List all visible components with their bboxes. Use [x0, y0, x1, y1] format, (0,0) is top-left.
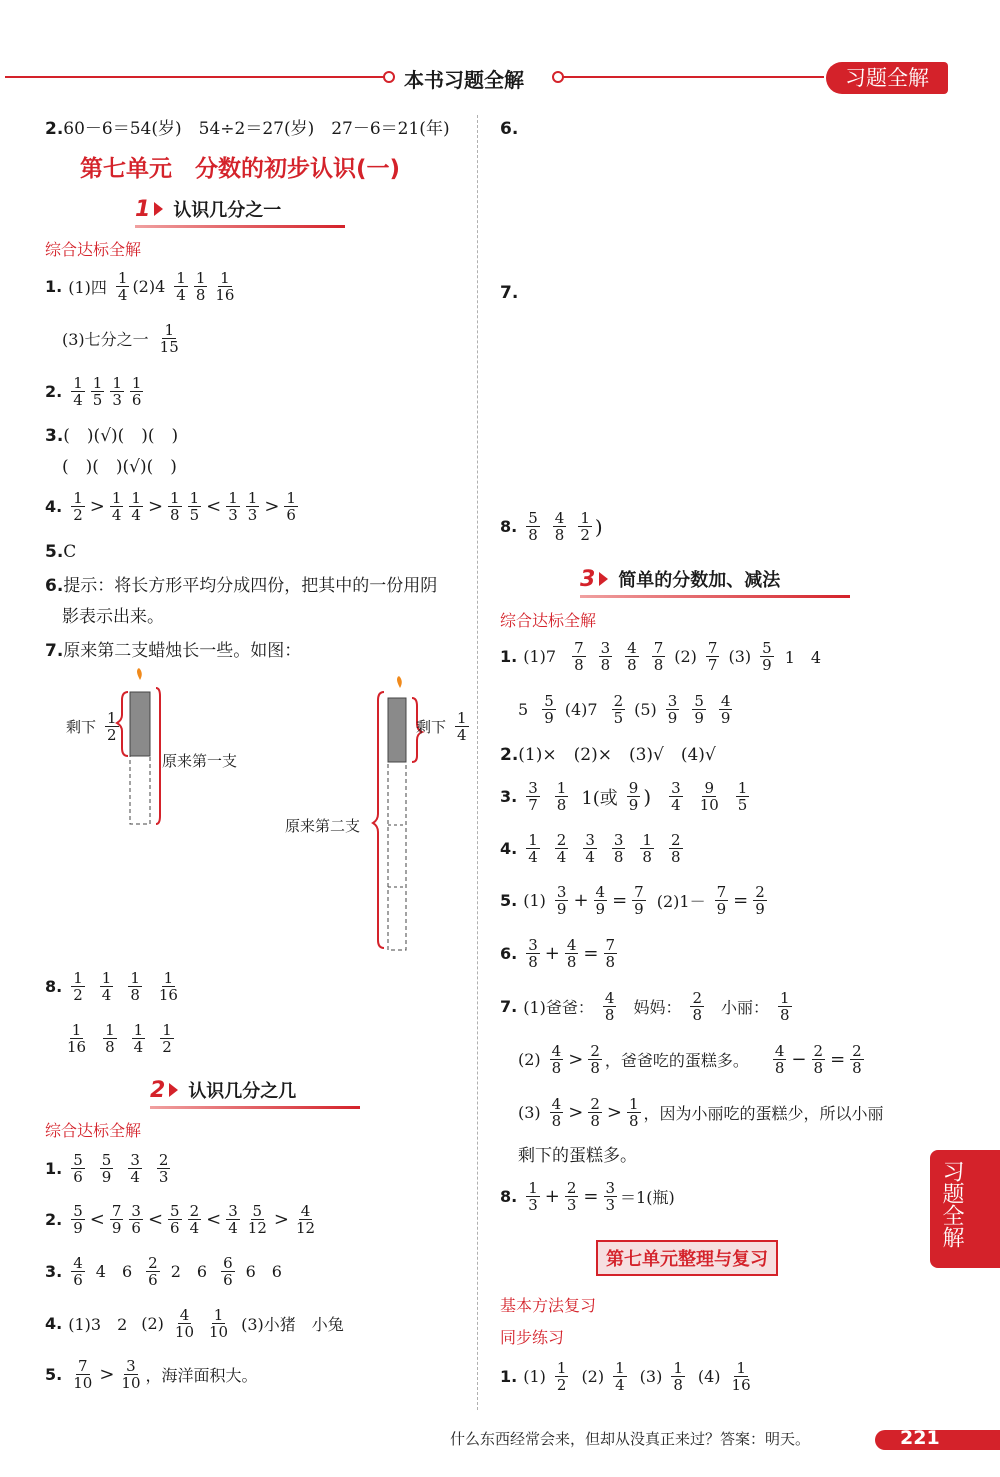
fraction: $\frac{5}{8}$: [528, 509, 538, 544]
column-divider: [477, 115, 478, 1410]
section-label: 综合达标全解: [500, 611, 597, 630]
fraction: $\frac{2}{4}$: [189, 1202, 200, 1237]
candle-1-caption: 原来第一支: [162, 752, 238, 770]
answer-2: 2.60－6＝54(岁) 54÷2＝27(岁) 27－6＝21(年): [45, 119, 450, 139]
fraction: $\frac{9}{9}$: [628, 779, 639, 814]
fraction: $\frac{4}{10}$: [174, 1306, 195, 1341]
fraction: $\frac{1}{8}$: [195, 269, 206, 304]
fraction: $\frac{1}{4}$: [101, 969, 112, 1004]
fraction: $\frac{3}{8}$: [528, 936, 538, 971]
header-tab: 习题全解: [826, 62, 948, 94]
r-l3-answer-6: 6. $\frac{3}{8}$ + $\frac{4}{8}$ = $\frac{7}{8}$: [500, 936, 616, 971]
answer-4: 4. $\frac{1}{2}$ > $\frac{1}{4}$ $\frac{1}{4}$ > $\frac{1}{8}$ $\frac{1}{5}$ < $\frac{1}{3}$ $\frac{1}{3}$ > $\frac{1}{6}$: [45, 489, 296, 524]
r-l3-answer-1-row-2: 5 $\frac{5}{9}$ (4)7 $\frac{2}{5}$ (5) $\frac{3}{9}$ $\frac{5}{9}$ $\frac{4}{9}$: [518, 692, 731, 727]
fraction: $\frac{1}{16}$: [215, 269, 235, 304]
lesson2-answer-3: 3. $\frac{4}{6}$ 4 6 $\frac{2}{6}$ 2 6 $\frac{6}{6}$ 6 6: [45, 1254, 282, 1289]
answer-7: 7.原来第二支蜡烛长一些。如图：: [45, 641, 302, 661]
fraction: $\frac{1}{10}$: [209, 1306, 229, 1341]
fraction: $\frac{3}{10}$: [121, 1357, 141, 1392]
r-l3-answer-3: 3. $\frac{3}{7}$ $\frac{1}{8}$ 1(或 $\frac{9}{9}$ ) $\frac{3}{4}$ $\frac{9}{10}$ $\frac{1}{5}$: [500, 779, 748, 814]
fraction: $\frac{1}{4}$: [133, 1021, 144, 1056]
fraction: $\frac{1}{5}$: [737, 779, 748, 814]
header-rule-2: [562, 76, 824, 78]
r-l3-answer-8: 8. $\frac{1}{3}$ + $\frac{2}{3}$ = $\frac{3}{3}$ ＝1(瓶): [500, 1179, 675, 1214]
candle-1-remaining: [130, 692, 150, 756]
candle-1-burned: [130, 756, 150, 824]
fraction: $\frac{1}{8}$: [170, 489, 180, 524]
fraction: $\frac{1}{8}$: [628, 1095, 639, 1130]
fraction: $\frac{1}{3}$: [247, 489, 258, 524]
fraction: $\frac{3}{9}$: [667, 692, 678, 727]
practice-label: 同步练习: [500, 1328, 565, 1347]
fraction: $\frac{1}{8}$: [130, 969, 140, 1004]
fraction: $\frac{1}{4}$: [615, 1359, 625, 1394]
fraction: $\frac{5}{9}$: [762, 639, 772, 674]
lesson2-answer-2: 2. $\frac{5}{9}$ < $\frac{7}{9}$ $\frac{3}{6}$ < $\frac{5}{6}$ $\frac{2}{4}$ < $\frac{3}{4}$ $\frac{5}{12}$ > $\frac{4}{12}$: [45, 1202, 316, 1237]
fraction: $\frac{2}{5}$: [613, 692, 624, 727]
lesson-title: 简单的分数加、减法: [618, 570, 781, 591]
fraction: $\frac{1}{16}$: [731, 1359, 751, 1394]
r-l3-answer-7-line: 剩下的蛋糕多。: [518, 1146, 637, 1166]
section-label: 综合达标全解: [45, 240, 142, 259]
fraction: $\frac{5}{9}$: [544, 692, 554, 727]
fraction: $\frac{1}{16}$: [67, 1021, 87, 1056]
fraction: $\frac{2}{8}$: [813, 1042, 824, 1077]
fraction: $\frac{1}{5}$: [189, 489, 200, 524]
candle-2-burned: [388, 762, 406, 950]
basic-review-label: 基本方法复习: [500, 1296, 597, 1315]
fraction: $\frac{7}{9}$: [634, 883, 644, 918]
candle-2-caption: 原来第二支: [285, 817, 361, 835]
answer-8-row-2: [62, 1022, 177, 1055]
fraction: $\frac{1}{8}$: [105, 1021, 115, 1056]
fraction: $\frac{1}{4}$: [131, 489, 141, 524]
lesson2-answer-5: 5. $\frac{7}{10}$ > $\frac{3}{10}$ ，海洋面积大。: [45, 1357, 258, 1392]
page-number: 221: [900, 1427, 940, 1449]
fraction: $\frac{7}{7}$: [707, 639, 718, 674]
fraction: $\frac{1}{2}$: [107, 709, 117, 744]
lesson-number: 3: [580, 566, 596, 592]
fraction: $\frac{4}{8}$: [774, 1042, 785, 1077]
fraction: $\frac{3}{4}$: [130, 1151, 140, 1186]
fraction: $\frac{5}{12}$: [247, 1202, 267, 1237]
review-title: 第七单元整理与复习: [596, 1240, 778, 1276]
fraction: $\frac{4}{12}$: [295, 1202, 316, 1237]
fraction: $\frac{5}{9}$: [694, 692, 704, 727]
fraction: $\frac{9}{10}$: [699, 779, 719, 814]
r-l3-answer-4: 4. $\frac{1}{4}$ $\frac{2}{4}$ $\frac{3}{4}$ $\frac{3}{8}$ $\frac{1}{8}$ $\frac{2}{8}$: [500, 831, 681, 866]
section-label: 综合达标全解: [45, 1121, 142, 1140]
answer-6-line-2: 影表示出来。: [62, 607, 164, 627]
answer-6: 6.提示：将长方形平均分成四份，把其中的一份用阴: [45, 576, 438, 596]
fraction: $\frac{7}{8}$: [605, 936, 616, 971]
fraction: $\frac{2}{3}$: [566, 1179, 577, 1214]
fraction: $\frac{1}{6}$: [131, 374, 142, 409]
fraction: $\frac{1}{16}$: [158, 969, 178, 1004]
fraction: $\frac{5}{9}$: [73, 1202, 83, 1237]
arrow-icon: [154, 202, 163, 216]
fraction: $\frac{1}{2}$: [580, 509, 590, 544]
flame-icon: [397, 676, 402, 688]
fraction: $\frac{4}{8}$: [551, 1042, 562, 1077]
answer-1: 1. (1)四 $\frac{1}{4}$ (2)4 $\frac{1}{4}$ $\frac{1}{8}$ $\frac{1}{16}$: [45, 269, 235, 304]
fraction: $\frac{7}{9}$: [111, 1202, 122, 1237]
fraction: $\frac{1}{15}$: [159, 321, 179, 356]
flame-icon: [137, 668, 142, 680]
lesson2-answer-4: 4. (1)3 2 (2) $\frac{4}{10}$ $\frac{1}{10}$ (3)小猪 小兔: [45, 1306, 344, 1341]
fraction: $\frac{1}{8}$: [780, 989, 790, 1024]
brace-1-right: [156, 688, 160, 824]
fraction: $\frac{4}{9}$: [720, 692, 731, 727]
fraction: $\frac{3}{7}$: [528, 779, 538, 814]
fraction: $\frac{7}{9}$: [716, 883, 727, 918]
brace-2-left: [373, 692, 384, 948]
fraction: $\frac{1}{4}$: [528, 831, 538, 866]
lesson-number: 1: [135, 196, 151, 222]
lesson-underline: [580, 595, 850, 598]
fraction: $\frac{3}{6}$: [131, 1202, 141, 1237]
fraction: $\frac{1}{3}$: [112, 374, 122, 409]
lesson2-answer-1: 1. $\frac{5}{6}$ $\frac{5}{9}$ $\frac{3}{4}$ $\frac{2}{3}$: [45, 1151, 169, 1186]
fraction: $\frac{7}{8}$: [574, 639, 584, 674]
r-answer-7: 7.: [500, 283, 519, 303]
fraction: $\frac{2}{8}$: [590, 1042, 600, 1077]
fraction: $\frac{3}{4}$: [671, 779, 681, 814]
fraction: $\frac{1}{2}$: [73, 969, 83, 1004]
fraction: $\frac{3}{4}$: [228, 1202, 238, 1237]
candle-1-label: 剩下 $\frac{1}{2}$: [66, 709, 117, 744]
lesson-2-heading: [150, 1077, 296, 1103]
fraction: $\frac{1}{4}$: [73, 374, 83, 409]
fraction: $\frac{2}{8}$: [852, 1042, 862, 1077]
candle-2-remaining: [388, 698, 406, 762]
arrow-icon: [599, 572, 608, 586]
footer-riddle: 什么东西经常会来，但却从没真正来过？答案：明天。: [450, 1430, 811, 1448]
answer-2-fractions: 2. $\frac{1}{4}$ $\frac{1}{5}$ $\frac{1}{3}$ $\frac{1}{6}$: [45, 374, 142, 409]
fraction: $\frac{2}{9}$: [755, 883, 765, 918]
fraction: $\frac{1}{2}$: [556, 1359, 567, 1394]
fraction: $\frac{1}{4}$: [111, 489, 122, 524]
header-rule: [5, 76, 390, 78]
side-tab-label: 习题全解: [939, 1160, 964, 1248]
fraction: $\frac{1}{3}$: [228, 489, 238, 524]
lesson-1-heading: [135, 196, 281, 222]
lesson-number: 2: [150, 1077, 166, 1103]
fraction: $\frac{1}{2}$: [73, 489, 83, 524]
unit-title: 第七单元 分数的初步认识(一): [80, 156, 401, 182]
r-answer-8: 8. $\frac{5}{8}$ $\frac{4}{8}$ $\frac{1}{2}$ ): [500, 509, 603, 544]
lesson-3-heading: [580, 566, 780, 592]
r-l3-answer-2: 2.(1)× (2)× (3)√ (4)√: [500, 745, 716, 765]
fraction: $\frac{5}{6}$: [170, 1202, 180, 1237]
answer-3: 3.( )(√)( )( ): [45, 426, 179, 446]
fraction: $\frac{6}{6}$: [223, 1254, 233, 1289]
fraction: $\frac{2}{8}$: [590, 1095, 600, 1130]
answer-8: 8. $\frac{1}{2}$ $\frac{1}{4}$ $\frac{1}{8}$ $\frac{1}{16}$: [45, 969, 178, 1004]
candle-2-label: 剩下 $\frac{1}{4}$: [416, 709, 467, 744]
r-l3-answer-5: 5. (1) $\frac{3}{9}$ + $\frac{4}{9}$ = $\frac{7}{9}$ (2)1－ $\frac{7}{9}$ = $\frac{2}{9}$: [500, 883, 765, 918]
fraction: $\frac{2}{8}$: [692, 989, 702, 1024]
fraction: $\frac{2}{4}$: [556, 831, 567, 866]
answer-5: 5.C: [45, 542, 77, 562]
fraction: $\frac{2}{6}$: [148, 1254, 158, 1289]
fraction: $\frac{3}{9}$: [556, 883, 567, 918]
header-title: 本书习题全解: [404, 68, 524, 92]
fraction: $\frac{1}{3}$: [528, 1179, 538, 1214]
fraction: $\frac{4}{8}$: [554, 509, 565, 544]
answer-1-part-3: (3)七分之一 $\frac{1}{15}$: [62, 321, 179, 356]
lesson-title: 认识几分之一: [173, 200, 282, 221]
r-l3-answer-1: 1. (1)7 $\frac{7}{8}$ $\frac{3}{8}$ $\frac{4}{8}$ $\frac{7}{8}$ (2) $\frac{7}{7}$ (3) $\frac{5}{9}$ 1 4: [500, 639, 822, 674]
fraction: $\frac{1}{6}$: [286, 489, 296, 524]
fraction: $\frac{4}{8}$: [551, 1095, 562, 1130]
fraction: $\frac{1}{8}$: [673, 1359, 683, 1394]
fraction: $\frac{1}{4}$: [117, 269, 128, 304]
fraction: $\frac{2}{8}$: [670, 831, 681, 866]
review-answer-1: 1. (1) $\frac{1}{2}$ (2) $\frac{1}{4}$ (3) $\frac{1}{8}$ (4) $\frac{1}{16}$: [500, 1359, 751, 1394]
r-l3-answer-7: 7. (1)爸爸： $\frac{4}{8}$ 妈妈： $\frac{2}{8}$ 小丽： $\frac{1}{8}$: [500, 989, 790, 1024]
lesson-underline: [135, 225, 345, 228]
fraction: $\frac{3}{3}$: [605, 1179, 616, 1214]
r-l3-answer-7-part-2: (2) $\frac{4}{8}$ > $\frac{2}{8}$ ，爸爸吃的蛋糕多。 $\frac{4}{8}$ − $\frac{2}{8}$ = $\frac{2}{8}$: [518, 1042, 862, 1077]
fraction: $\frac{5}{6}$: [73, 1151, 83, 1186]
fraction: $\frac{4}{8}$: [566, 936, 577, 971]
fraction: $\frac{3}{8}$: [613, 831, 624, 866]
lesson-underline: [150, 1106, 360, 1109]
fraction: $\frac{1}{4}$: [176, 269, 186, 304]
fraction: $\frac{2}{3}$: [158, 1151, 169, 1186]
fraction: $\frac{4}{8}$: [604, 989, 615, 1024]
fraction: $\frac{1}{2}$: [162, 1021, 172, 1056]
fraction: $\frac{5}{9}$: [101, 1151, 112, 1186]
fraction: $\frac{1}{4}$: [457, 709, 467, 744]
fraction: $\frac{1}{5}$: [92, 374, 103, 409]
fraction: $\frac{1}{8}$: [556, 779, 567, 814]
lesson-title: 认识几分之几: [188, 1081, 297, 1102]
answer-3-row-2: ( )( )(√)( ): [62, 457, 177, 477]
fraction: $\frac{7}{10}$: [73, 1357, 93, 1392]
fraction: $\frac{4}{8}$: [627, 639, 637, 674]
r-l3-answer-7-part-3: (3) $\frac{4}{8}$ > $\frac{2}{8}$ > $\frac{1}{8}$ ，因为小丽吃的蛋糕少，所以小丽: [518, 1095, 884, 1130]
fraction: $\frac{7}{8}$: [653, 639, 664, 674]
arrow-icon: [169, 1083, 178, 1097]
fraction: $\frac{4}{9}$: [595, 883, 606, 918]
fraction: $\frac{4}{6}$: [73, 1254, 83, 1289]
fraction: $\frac{1}{8}$: [642, 831, 652, 866]
header-rule-dot: [383, 71, 395, 83]
fraction: $\frac{3}{8}$: [600, 639, 611, 674]
fraction: $\frac{3}{4}$: [585, 831, 595, 866]
r-answer-6: 6.: [500, 119, 519, 139]
